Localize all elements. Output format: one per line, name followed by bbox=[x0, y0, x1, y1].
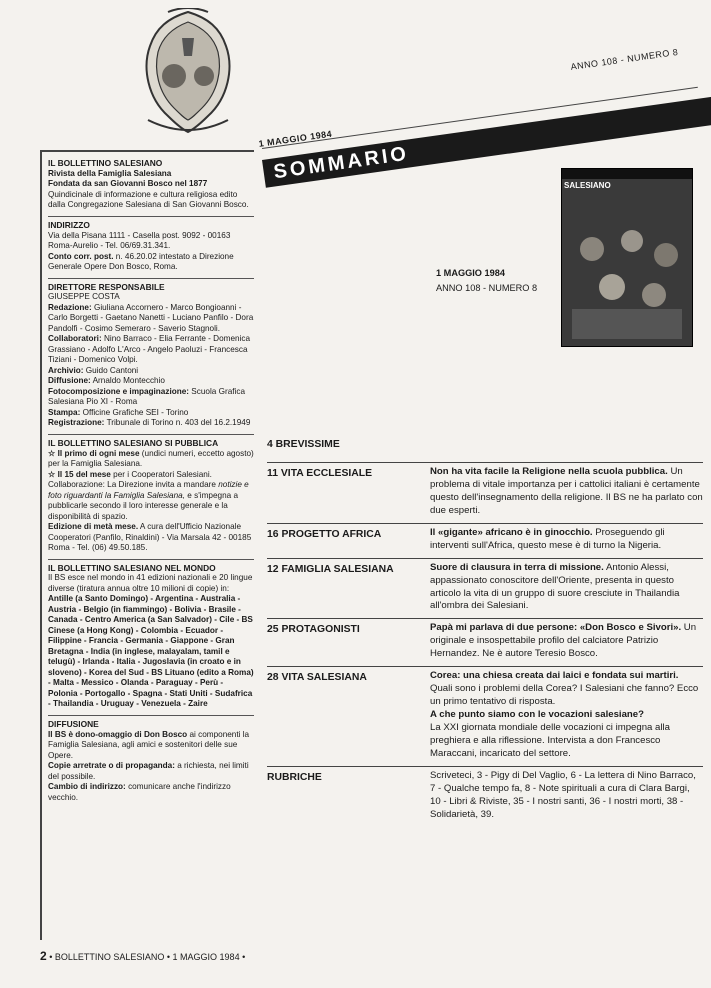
indirizzo-address: Via della Pisana 1111 - Casella post. 9092 - 00163 Roma-Aurelio - Tel. 06/69.31.341. bbox=[48, 230, 231, 250]
header-date: 1 MAGGIO 1984 bbox=[258, 128, 333, 149]
conto-label: Conto corr. post. bbox=[48, 251, 114, 261]
contents-section: 11 VITA ECCLESIALE bbox=[267, 468, 373, 479]
contents-row bbox=[267, 558, 703, 619]
contents-headline-2: A che punto siamo con le vocazioni salesiane? bbox=[430, 709, 644, 720]
cover-title: SALESIANO bbox=[564, 181, 611, 190]
diffusione-label: Diffusione: bbox=[48, 376, 91, 386]
dono-label: Il BS è dono-omaggio di Don Bosco bbox=[48, 729, 188, 739]
redazione-label: Redazione: bbox=[48, 302, 92, 312]
contents-row bbox=[267, 766, 703, 827]
contents-row bbox=[267, 618, 703, 666]
collaboratori-label: Collaboratori: bbox=[48, 334, 102, 344]
cambio-text: comunicare anche l'indirizzo vecchio. bbox=[48, 782, 231, 802]
cover-date: 1 MAGGIO 1984 bbox=[436, 268, 505, 278]
archivio-text: Guido Cantoni bbox=[85, 365, 139, 375]
contents-section: 12 FAMIGLIA SALESIANA bbox=[267, 563, 394, 575]
sommario-title: SOMMARIO bbox=[272, 142, 411, 184]
conto-text: n. 46.20.02 intestato a Direzione Generale Opere Don Bosco, Roma. bbox=[48, 251, 234, 271]
pubblica-p2-bold: ☆ Il 15 del mese bbox=[48, 469, 111, 479]
direttore-heading: DIRETTORE RESPONSABILE bbox=[48, 281, 165, 292]
contents-section: RUBRICHE bbox=[267, 771, 322, 783]
divider bbox=[48, 715, 254, 716]
collaborazione-text2: e s'impegna a pubblicarle secondo il loro interesse generale e la disponibilità di spazio. bbox=[48, 490, 239, 521]
contents-text: Proseguendo gli interventi sull'Africa, questo mese è di turno la Nigeria. bbox=[430, 526, 665, 551]
redazione-text: Giuliana Accornero - Marco Bongioanni - Carlo Borgetti - Gaetano Nanetti - Luciano Panfilo - Dora Pandolfi - Cosimo Semeraro - Saverio Stagnoli. bbox=[48, 302, 254, 333]
fotocomposizione-label: Fotocomposizione e impaginazione: bbox=[48, 386, 190, 396]
indirizzo-heading: INDIRIZZO bbox=[48, 219, 90, 230]
contents-row bbox=[267, 462, 703, 523]
contents-headline: Il «gigante» africano è in ginocchio. bbox=[430, 526, 593, 538]
pubblica-p1-bold: ☆ Il primo di ogni mese bbox=[48, 448, 140, 458]
contents-headline: Corea: una chiesa creata dai laici e fondata sui martiri. bbox=[430, 670, 679, 682]
masthead-desc: Quindicinale di informazione e cultura religiosa edito dalla Congregazione Salesiana di San Giovanni Bosco. bbox=[48, 189, 249, 210]
salesian-crest-logo bbox=[128, 8, 248, 136]
contents-text: Quali sono i problemi della Corea? I Salesiani che fanno? Ecco un primo tentativo di risposta. bbox=[430, 683, 699, 708]
diffusione-heading: DIFFUSIONE bbox=[48, 718, 99, 729]
stampa-text: Officine Grafiche SEI - Torino bbox=[82, 407, 189, 417]
cambio-label: Cambio di indirizzo: bbox=[48, 782, 126, 791]
divider bbox=[48, 434, 254, 435]
collaborazione-text: Collaborazione: La Direzione invita a mandare bbox=[48, 480, 216, 489]
copie-label: Copie arretrate o di propaganda: bbox=[48, 761, 175, 770]
contents-text: Un problema di vitale importanza per i cattolici italiani è certamente questo dell'insegnamento della religione. Il BS ne ha parlato con due esperti. bbox=[430, 466, 703, 516]
contents-section: 25 PROTAGONISTI bbox=[267, 624, 360, 636]
dono-text: ai componenti la Famiglia Salesiana, agli amici e sostenitori delle sue Opere. bbox=[48, 729, 250, 760]
masthead-column bbox=[40, 150, 254, 940]
mondo-countries: Antille (a Santo Domingo) - Argentina - Australia - Austria - Belgio (in fiammingo) - Bolivia - Brasile - Canada - Centro America (a San Salvador) - Cile - BS Cinese (a Hong Kong) - Colombia - Ecuador - Filippine - Francia - Germania - Giappone - Gran Bretagna - India (in inglese, malayalam, tamil e telugù) - Irlanda - Italia - Jugoslavia (in croato e in sloveno) - Korea del Sud - BS Lituano (edito a Roma) - Malta - Messico - Olanda - Paraguay - Perù - Polonia - Portogallo - Spagna - Stati Uniti - Sudafrica - Thailandia - Uruguay - Venezuela - Zaire bbox=[48, 594, 254, 709]
direttore-name: GIUSEPPE COSTA bbox=[48, 292, 120, 302]
contents-headline: Suore di clausura in terra di missione. bbox=[430, 561, 604, 573]
contents-section: 28 VITA SALESIANA bbox=[267, 672, 367, 684]
contents-text-2: La XXI giornata mondiale delle vocazioni ci impegna alla preghiera e alla riflessione. Intervista a don Francesco Maraccani, incaricato del settore. bbox=[430, 721, 670, 759]
divider bbox=[48, 278, 254, 279]
page-footer bbox=[40, 949, 245, 963]
stampa-label: Stampa: bbox=[48, 407, 81, 417]
cover-issue-number: ANNO 108 - NUMERO 8 bbox=[436, 283, 538, 293]
contents-section: 4 BREVISSIME bbox=[267, 439, 340, 450]
divider bbox=[48, 559, 254, 560]
pubblica-heading: IL BOLLETTINO SALESIANO SI PUBBLICA bbox=[48, 437, 219, 448]
copie-text: a richiesta, nei limiti del possibile. bbox=[48, 761, 249, 781]
divider bbox=[48, 216, 254, 217]
contents-list bbox=[267, 434, 703, 827]
contents-headline: Papà mi parlava di due persone: «Don Bosco e Sivori». bbox=[430, 622, 682, 634]
cover-image bbox=[561, 168, 693, 347]
archivio-label: Archivio: bbox=[48, 365, 84, 375]
contents-row bbox=[267, 666, 703, 766]
contents-headline: Non ha vita facile la Religione nella scuola pubblica. bbox=[430, 466, 668, 477]
footer-text: • BOLLETTINO SALESIANO • 1 MAGGIO 1984 • bbox=[49, 952, 246, 962]
contents-section: 16 PROGETTO AFRICA bbox=[267, 528, 382, 540]
collaboratori-text: Nino Barraco - Elia Ferrante - Domenica Grassiano - Adolfo L'Arco - Angelo Paoluzi - Francesca Tiziani - Domenico Volpi. bbox=[48, 334, 251, 365]
pubblica-p2: per i Cooperatori Salesiani. bbox=[113, 469, 212, 479]
contents-text: Antonio Alessi, appassionato conoscitore dell'Oriente, presenta in questo articolo la vita di un gruppo di suore cresciute in Thailandia all'ombra dei Salesiani. bbox=[430, 561, 680, 612]
page-number: 2 bbox=[40, 949, 47, 963]
contents-row bbox=[267, 523, 703, 558]
edizione-label: Edizione di metà mese. bbox=[48, 522, 139, 531]
issue-number-top: ANNO 108 - NUMERO 8 bbox=[570, 46, 679, 72]
contents-text: Un originale e insospettabile profilo del calciatore Patrizio Hernandez. Ne è autore Teresio Bosco. bbox=[430, 622, 697, 660]
mondo-heading: IL BOLLETTINO SALESIANO NEL MONDO bbox=[48, 562, 216, 573]
mondo-intro: Il BS esce nel mondo in 41 edizioni nazionali e 20 lingue diverse (tiratura annua oltre 10 milioni di copie) in: bbox=[48, 573, 253, 593]
registrazione-text: Tribunale di Torino n. 403 del 16.2.1949 bbox=[106, 418, 251, 428]
fotocomposizione-text: Scuola Grafica Salesiana Pio XI - Roma bbox=[48, 386, 245, 407]
contents-text: Scriveteci, 3 - Pigy di Del Vaglio, 6 - La lettera di Nino Barraco, 7 - Qualche tempo fa, 8 - Note spirituali a cura di Clara Bargi, 10 - Libri & Riviste, 35 - I nostri santi, 36 - I nostri morti, 38 - Solidarietà, 39. bbox=[430, 769, 696, 820]
contents-row bbox=[267, 434, 703, 462]
edizione-text: A cura dell'Ufficio Nazionale Cooperatori (Panfilo, Rinaldini) - Via Marsala 42 - 00185 Roma - Tel. (06) 49.50.185. bbox=[48, 522, 252, 552]
masthead-sub1: Rivista della Famiglia Salesiana bbox=[48, 168, 172, 178]
pubblica-p1: (undici numeri, eccetto agosto) per la Famiglia Salesiana. bbox=[48, 448, 254, 468]
collaborazione-italic: notizie e foto riguardanti la Famiglia Salesiana, bbox=[48, 480, 249, 500]
diffusione-text: Arnaldo Montecchio bbox=[92, 376, 165, 386]
masthead-name: IL BOLLETTINO SALESIANO bbox=[48, 158, 163, 168]
registrazione-label: Registrazione: bbox=[48, 418, 105, 428]
masthead-sub2: Fondata da san Giovanni Bosco nel 1877 bbox=[48, 179, 208, 189]
